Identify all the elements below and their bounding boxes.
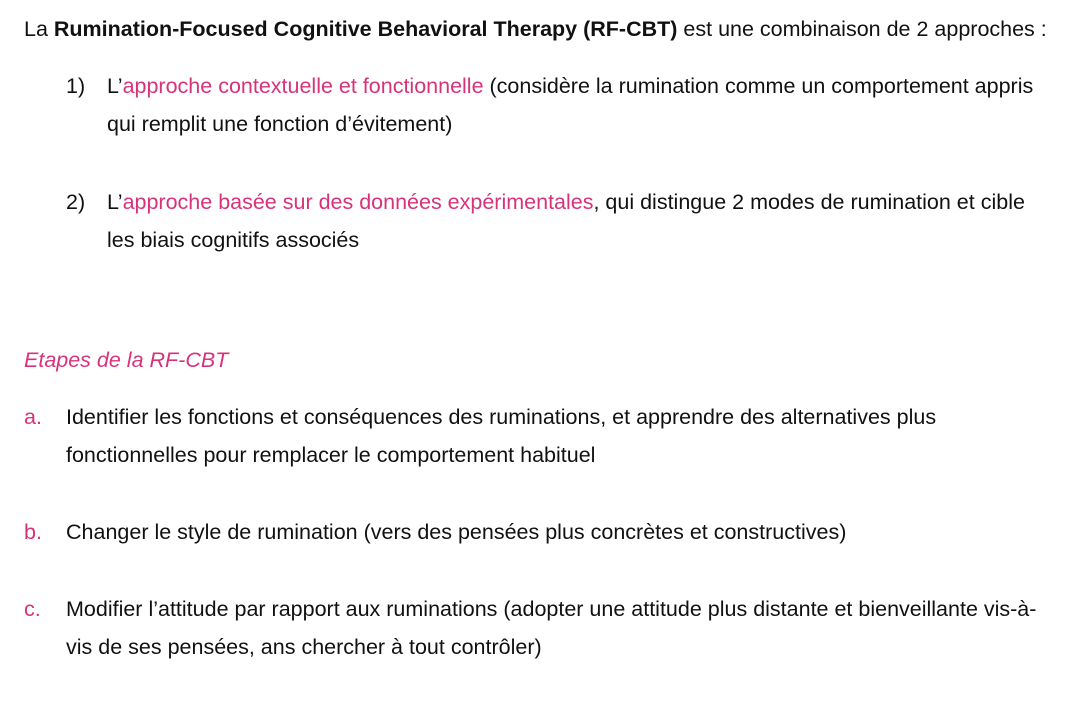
step-marker: a. [24,405,42,429]
therapy-name: Rumination-Focused Cognitive Behavioral Therapy (RF-CBT) [53,17,678,41]
approaches-list [24,67,1054,259]
approach-prefix: L’ [107,74,123,98]
list-marker: 2) [66,190,86,214]
step-item [24,513,1054,551]
approach-highlight: approche contextuelle et fonctionnelle [122,74,484,98]
step-marker: b. [24,520,42,544]
steps-heading: Etapes de la RF-CBT [24,348,229,372]
step-marker: c. [24,597,41,621]
approach-description: (considère la rumination comme un comportement appris qui remplit une fonction d’évitement) [107,74,1034,136]
step-item [24,590,1054,666]
step-text: Identifier les fonctions et conséquences des ruminations, et apprendre des alternatives plus fonctionnelles pour remplacer le comportement habituel [66,405,937,467]
approach-item [24,183,1054,259]
intro-paragraph [24,10,1054,48]
list-marker: 1) [66,74,86,98]
document-page [24,10,1054,666]
step-text: Changer le style de rumination (vers des pensées plus concrètes et constructives) [66,520,847,544]
approach-prefix: L’ [107,190,123,214]
step-item [24,398,1054,474]
approach-description: , qui distingue 2 modes de rumination et cible les biais cognitifs associés [107,190,1025,252]
intro-prefix: La [24,17,54,41]
steps-list [24,398,1054,666]
step-text: Modifier l’attitude par rapport aux ruminations (adopter une attitude plus distante et bienveillante vis-à-vis de ses pensées, ans chercher à tout contrôler) [66,597,1037,659]
intro-suffix: est une combinaison de 2 approches : [677,17,1047,41]
approach-highlight: approche basée sur des données expérimentales [122,190,594,214]
approach-item [24,67,1054,143]
